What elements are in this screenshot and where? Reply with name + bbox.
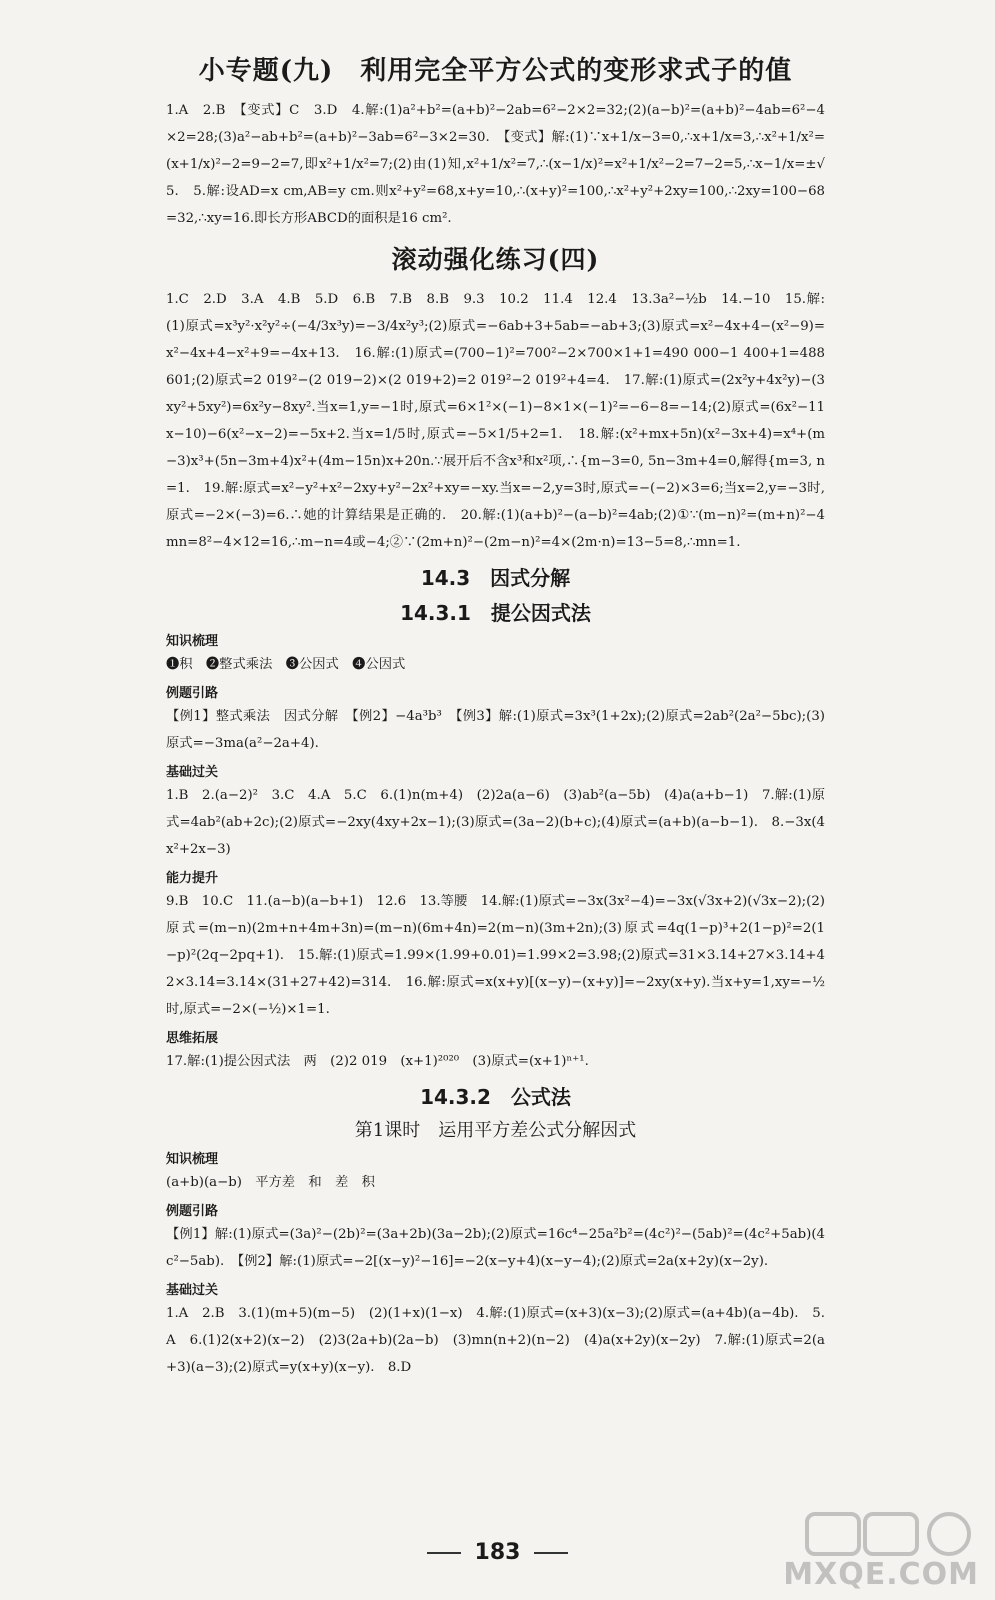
basic-practice-answers: 1.B 2.(a−2)² 3.C 4.A 5.C 6.(1)n(m+4) (2)2a(a−6) (3)ab²(a−5b) (4)a(a+b−1) 7.解:(1)原式=4ab²(ab+2c);(2)原式=−2xy(4xy+2x−1);(3)原式=(3a−2)(b+c);(4)原式=(a+b)(a−b−1). 8.−3x(4x²+2x−3) [166,788,825,857]
thinking-extension-answers: 17.解:(1)提公因式法 两 (2)2 019 (x+1)²⁰²⁰ (3)原式=(x+1)ⁿ⁺¹. [166,1054,589,1069]
label-knowledge-review: 知识梳理 [166,634,219,649]
knowledge-review-answers: ❶积 ❷整式乘法 ❸公因式 ❹公因式 [166,657,406,672]
footer-dash-right [534,1552,568,1554]
label-example-guide: 例题引路 [166,686,219,701]
page-number: 183 [474,1540,521,1565]
label-knowledge-review-2: 知识梳理 [166,1152,219,1167]
knowledge-review-answers-2: (a+b)(a−b) 平方差 和 差 积 [166,1175,375,1190]
example-guide-answers: 【例1】整式乘法 因式分解 【例2】−4a³b³ 【例3】解:(1)原式=3x³(1+2x);(2)原式=2ab²(2a²−5bc);(3)原式=−3ma(a²−2a+4). [166,709,825,751]
footer-dash-left [427,1552,461,1554]
section-title-formula-method: 14.3.2 公式法 [420,1085,571,1109]
section-title-factorization: 14.3 因式分解 [420,566,571,590]
label-basic-practice-2: 基础过关 [166,1283,219,1298]
label-thinking-extension: 思维拓展 [166,1031,219,1046]
rolling-practice-answers: 1.C 2.D 3.A 4.B 5.D 6.B 7.B 8.B 9.3 10.2 11.4 12.4 13.3a²−½b 14.−10 15.解:(1)原式=x³y²·x²y²÷(−4/3x³y)=−3/4x²y³;(2)原式=−6ab+3+5ab=−ab+3;(3)原式=x²−4x+4−(x²−9)=x²−4x+4−x²+9=−4x+13. 16.解:(1)原式=(700−1)²=700²−2×700×1+1=490 000−1 400+1=488 601;(2)原式=2 019²−(2 019−2)×(2 019+2)=2 019²−2 019²+4=4. 17.解:(1)原式=(2x²y+4x²y)−(3xy²+5xy²)=6x²y−8xy².当x=1,y=−1时,原式=6×1²×(−1)−8×1×(−1)²=−6−8=−14;(2)原式=(6x²−11x−10)−6(x²−x−2)=−5x+2.当x=1/5时,原式=−5×1/5+2=1. 18.解:(x²+mx+5n)(x²−3x+4)=x⁴+(m−3)x³+(5n−3m+4)x²+(4m−15n)x+20n.∵展开后不含x³和x²项,∴{m−3=0, 5n−3m+4=0,解得{m=3, n=1. 19.解:原式=x²−y²+x²−2xy+y²−2x²+xy=−xy.当x=−2,y=3时,原式=−(−2)×3=6;当x=2,y=−3时,原式=−2×(−3)=6.∴她的计算结果是正确的. 20.解:(1)(a+b)²−(a−b)²=4ab;(2)①∵(m−n)²=(m+n)²−4mn=8²−4×12=16,∴m−n=4或−4;②∵(2m+n)²−(2m−n)²=4×(2m·n)=13−5=8,∴mn=1. [166,292,825,550]
section-title-special-topic: 小专题(九) 利用完全平方公式的变形求式子的值 [198,56,793,86]
example-guide-answers-2: 【例1】解:(1)原式=(3a)²−(2b)²=(3a+2b)(3a−2b);(2)原式=16c⁴−25a²b²=(4c²)²−(5ab)²=(4c²+5ab)(4c²−5ab). 【例2】解:(1)原式=−2[(x−y)²−16]=−2(x−y+4)(x−y−4);(2)原式=2a(x+2y)(x−2y). [166,1227,825,1269]
ability-improvement-answers: 9.B 10.C 11.(a−b)(a−b+1) 12.6 13.等腰 14.解:(1)原式=−3x(3x²−4)=−3x(√3x+2)(√3x−2);(2)原式=(m−n)(2m+n+4m+3n)=(m−n)(6m+4n)=2(m−n)(3m+2n);(3)原式=4q(1−p)³+2(1−p)²=2(1−p)²(2q−2pq+1). 15.解:(1)原式=1.99×(1.99+0.01)=1.99×2=3.98;(2)原式=31×3.14+27×3.14+42×3.14=3.14×(31+27+42)=314. 16.解:原式=x(x+y)[(x−y)−(x+y)]=−2xy(x+y).当x+y=1,xy=−½时,原式=−2×(−½)×1=1. [166,894,825,1017]
basic-practice-answers-2: 1.A 2.B 3.(1)(m+5)(m−5) (2)(1+x)(1−x) 4.解:(1)原式=(x+3)(x−3);(2)原式=(a+4b)(a−4b). 5.A 6.(1)2(x+2)(x−2) (2)3(2a+b)(2a−b) (3)mn(n+2)(n−2) (4)a(x+2y)(x−2y) 7.解:(1)原式=2(a+3)(a−3);(2)原式=y(x+y)(x−y). 8.D [166,1306,825,1375]
section-subtitle-lesson-1: 第1课时 运用平方差公式分解因式 [354,1120,637,1141]
watermark [783,1510,979,1592]
answer-stamp-icon [803,1510,979,1560]
label-example-guide-2: 例题引路 [166,1204,219,1219]
watermark-text: MXQE.COM [783,1557,979,1592]
special-topic-answers: 1.A 2.B 【变式】C 3.D 4.解:(1)a²+b²=(a+b)²−2ab=6²−2×2=32;(2)(a−b)²=(a+b)²−4ab=6²−4×2=28;(3)a²−ab+b²=(a+b)²−3ab=6²−3×2=30. 【变式】解:(1)∵x+1/x−3=0,∴x+1/x=3,∴x²+1/x²=(x+1/x)²−2=9−2=7,即x²+1/x²=7;(2)由(1)知,x²+1/x²=7,∴(x−1/x)²=x²+1/x²−2=7−2=5,∴x−1/x=±√5. 5.解:设AD=x cm,AB=y cm.则x²+y²=68,x+y=10,∴(x+y)²=100,∴x²+y²+2xy=100,∴2xy=100−68=32,∴xy=16.即长方形ABCD的面积是16 cm². [166,103,825,226]
section-title-rolling-practice: 滚动强化练习(四) [391,245,600,274]
section-subtitle-common-factor: 14.3.1 提公因式法 [400,601,591,625]
label-ability-improvement: 能力提升 [166,871,219,886]
label-basic-practice: 基础过关 [166,765,219,780]
